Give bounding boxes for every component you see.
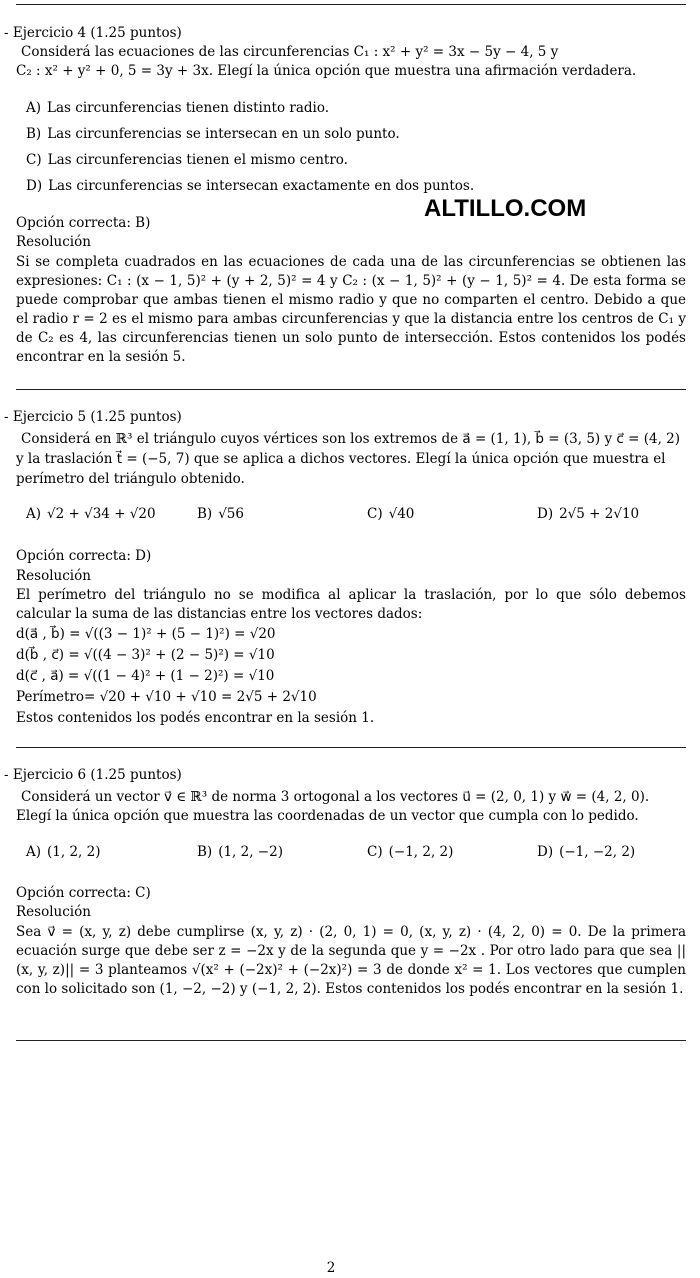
exercise-4-option-a (26, 99, 329, 118)
exercise-5-resolution-label: Resolución (16, 568, 91, 584)
option-letter: B) (26, 126, 42, 142)
option-letter: C) (367, 506, 383, 522)
exercise-4-option-c (26, 151, 348, 170)
exercise-6-option-a (26, 843, 101, 862)
exercise-6-statement-line2: Elegí la única opción que muestra las coordenadas de un vector que cumpla con lo pedido. (16, 808, 639, 824)
option-text: (−1, −2, 2) (559, 844, 636, 860)
exercise-5-statement-line3: perímetro del triángulo obtenido. (16, 471, 245, 487)
option-text: √56 (218, 506, 244, 522)
exercise-5-option-a (26, 505, 156, 524)
exercise-5-distance-bc: d(b⃗ , c⃗) = √((4 − 3)² + (2 − 5)²) = √10 (16, 647, 275, 663)
option-letter: C) (26, 152, 42, 168)
exercise-4-option-b (26, 125, 400, 144)
exercise-4-statement-line2: C₂ : x² + y² + 0, 5 = 3y + 3x. Elegí la única opción que muestra una afirmación verdadera. (16, 63, 637, 79)
page-number: 2 (326, 1260, 336, 1276)
exercise-5-distance-ab: d(a⃗ , b⃗) = √((3 − 1)² + (5 − 1)²) = √20 (16, 626, 276, 642)
exercise-5-title: - Ejercicio 5 (1.25 puntos) (4, 409, 182, 425)
altillo-watermark: ALTILLO.COM (424, 195, 587, 222)
exercise-4-resolution-text: Si se completa cuadrados en las ecuaciones de cada una de las circunferencias se obtienen las expresiones: C₁ : (x − 1, 5)² + (y + 2, 5)² = 4 y C₂ : (x − 1, 5)² + (y − 1, 5)² = 4. De esta forma se puede comprobar que ambas tienen el mismo radio y que no comparten el centro. Debido a que el radio r = 2 es el mismo para ambas circunferencias y que la distancia entre los centros de C₁ y de C₂ es 4, las circunferencias tienen un solo punto de intersección. Estos contenidos los podés encontrar en la sesión 5. (16, 254, 686, 365)
option-letter: A) (26, 844, 42, 860)
exercise-5-distance-ca: d(c⃗ , a⃗) = √((1 − 4)² + (1 − 2)²) = √10 (16, 668, 275, 684)
option-letter: A) (26, 100, 42, 116)
option-letter: B) (197, 844, 213, 860)
exercise-6-option-b (197, 843, 283, 862)
exercise-5-resolution-text: El perímetro del triángulo no se modifica al aplicar la traslación, por lo que sólo debemos calcular la suma de las distancias entre los vectores dados: (16, 587, 686, 622)
divider-rule (16, 747, 686, 748)
option-text: (1, 2, 2) (47, 844, 101, 860)
bottom-rule (16, 1040, 686, 1041)
exercise-6-resolution-label: Resolución (16, 904, 91, 920)
option-text: Las circunferencias tienen distinto radio. (47, 100, 330, 116)
exercise-5-statement-line2: y la traslación t⃗ = (−5, 7) que se aplica a dichos vectores. Elegí la única opción que muestra el (16, 451, 666, 467)
option-letter: B) (197, 506, 213, 522)
exercise-4-title: - Ejercicio 4 (1.25 puntos) (4, 25, 182, 41)
exercise-6-correct-answer: Opción correcta: C) (16, 885, 151, 901)
exercise-5-option-c (367, 505, 414, 524)
exercise-4-statement-line1: Considerá las ecuaciones de las circunferencias C₁ : x² + y² = 3x − 5y − 4, 5 y (21, 44, 559, 60)
exercise-6-option-d (537, 843, 635, 862)
option-text: Las circunferencias se intersecan en un solo punto. (47, 126, 400, 142)
exercise-5-option-b (197, 505, 244, 524)
exercise-4-option-d (26, 177, 474, 196)
option-letter: A) (26, 506, 42, 522)
option-letter: C) (367, 844, 383, 860)
option-letter: D) (537, 844, 554, 860)
exercise-6-title: - Ejercicio 6 (1.25 puntos) (4, 767, 182, 783)
exercise-5-correct-answer: Opción correcta: D) (16, 548, 152, 564)
option-letter: D) (26, 178, 43, 194)
option-text: (−1, 2, 2) (388, 844, 454, 860)
divider-rule (16, 389, 686, 390)
exercise-4-resolution-label: Resolución (16, 234, 91, 250)
exercise-6-resolution-text: Sea v⃗ = (x, y, z) debe cumplirse (x, y, z) · (2, 0, 1) = 0, (x, y, z) · (4, 2, 0) = 0. De la primera ecuación surge que debe ser z = −2x y de la segunda que y = −2x . Por otro lado para que sea ||(x, y, z)|| = 3 planteamos √(x² + (−2x)² + (−2x)²) = 3 de donde x² = 1. Los vectores que cumplen con lo solicitado son (1, −2, −2) y (−1, 2, 2). Estos contenidos los podés encontrar en la sesión 1. (16, 924, 686, 997)
exercise-5-closing: Estos contenidos los podés encontrar en la sesión 1. (16, 710, 375, 726)
exercise-6-option-c (367, 843, 453, 862)
option-text: Las circunferencias se intersecan exactamente en dos puntos. (48, 178, 475, 194)
option-letter: D) (537, 506, 554, 522)
top-rule (16, 4, 686, 5)
exercise-5-option-d (537, 505, 639, 524)
option-text: 2√5 + 2√10 (559, 506, 640, 522)
exercise-5-perimeter: Perímetro= √20 + √10 + √10 = 2√5 + 2√10 (16, 689, 317, 705)
exercise-6-statement-line1: Considerá un vector v⃗ ∈ ℝ³ de norma 3 ortogonal a los vectores u⃗ = (2, 0, 1) y w⃗ = (4, 2, 0). (21, 789, 650, 805)
option-text: (1, 2, −2) (218, 844, 283, 860)
option-text: √2 + √34 + √20 (47, 506, 156, 522)
option-text: √40 (388, 506, 415, 522)
exercise-4-correct-answer: Opción correcta: B) (16, 215, 151, 231)
exercise-5-statement-line1: Considerá en ℝ³ el triángulo cuyos vértices son los extremos de a⃗ = (1, 1), b⃗ = (3, 5) y c⃗ = (4, 2) (21, 431, 681, 447)
option-text: Las circunferencias tienen el mismo centro. (47, 152, 348, 168)
